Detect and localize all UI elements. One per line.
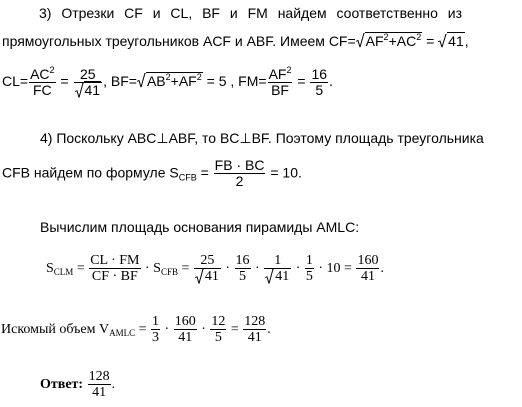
fraction-fm: $\frac{AF^2}{BF}$ xyxy=(268,65,292,99)
answer-label: Ответ: xyxy=(40,377,84,393)
item3-line2-text: прямоугольных треугольников ACF и ABF. Имеем CF= xyxy=(2,33,356,49)
fraction-cl-value: $\frac{25}{41}$ xyxy=(74,67,103,99)
fraction-1-5: $\frac{1}{5}$ xyxy=(305,253,313,285)
fraction-25: $\frac{25}{41}$ xyxy=(194,253,221,285)
fraction-fm-value: $\frac{16}{5}$ xyxy=(311,65,328,98)
base-intro: Вычислим площадь основания пирамиды AMLC: xyxy=(40,219,360,235)
fraction-area: $\frac{FB \cdot BC}{2}$ xyxy=(214,157,265,190)
base-formula: $S_{CLM}$ = $\frac{CL \cdot FM}{CF \cdot BF}$ · $S_{CFB}$ = $\frac{25}{41}$ · $\frac{16}{5}$ · $\frac{1}{41}$ · $\frac{1}{5}$ · 10 = $\frac{160}{41}$ . xyxy=(46,253,384,285)
item3-line1: 3) Отрезки CF и CL, BF и FM найдем соответственно из xyxy=(39,5,463,21)
answer-line: Ответ: $\frac{128}{41}$ . xyxy=(40,369,116,401)
fraction-ratio: $\frac{CL \cdot FM}{CF \cdot BF}$ xyxy=(90,253,140,285)
fraction-160-41: $\frac{160}{41}$ xyxy=(174,314,196,346)
fraction-1-sqrt: $\frac{1}{41}$ xyxy=(264,253,291,285)
fraction-1-3: $\frac{1}{3}$ xyxy=(152,314,160,346)
fraction-128-41: $\frac{128}{41}$ xyxy=(244,314,266,346)
sqrt-bf: $AB^2+AF^2$ xyxy=(137,73,203,88)
fraction-cl: $\frac{AC^2}{FC}$ xyxy=(30,65,55,99)
fraction-16: $\frac{16}{5}$ xyxy=(235,253,250,285)
sqrt-41: 41 xyxy=(438,34,465,48)
sqrt-cf: $AF^2+AC^2$ xyxy=(356,33,423,48)
answer-fraction: $\frac{128}{41}$ xyxy=(88,369,110,401)
fraction-12-5: $\frac{12}{5}$ xyxy=(211,314,226,346)
item4-line2: CFB найдем по формуле $S_{CFB}$ = $\frac{FB \cdot BC}{2}$ = 10. xyxy=(2,157,302,190)
fraction-160: $\frac{160}{41}$ xyxy=(357,253,379,285)
item4-line1: 4) Поскольку ABC⊥ABF, то BC⊥BF. Поэтому площадь треугольника xyxy=(40,130,484,146)
item3-line2: прямоугольных треугольников ACF и ABF. Имеем CF= $AF^2+AC^2$ = 41, xyxy=(2,32,469,49)
volume-line: Искомый объем $V_{AMLC}$ = $\frac{1}{3}$ · $\frac{160}{41}$ · $\frac{12}{5}$ = $\frac{128}{41}$ . xyxy=(1,314,271,346)
item3-line3: CL= $\frac{AC^2}{FC}$ = $\frac{25}{41}$ , BF= $AB^2+AF^2 = 5$ , FM= $\frac{AF^2}{BF}$ = $\frac{16}{5}$ . xyxy=(2,65,333,99)
